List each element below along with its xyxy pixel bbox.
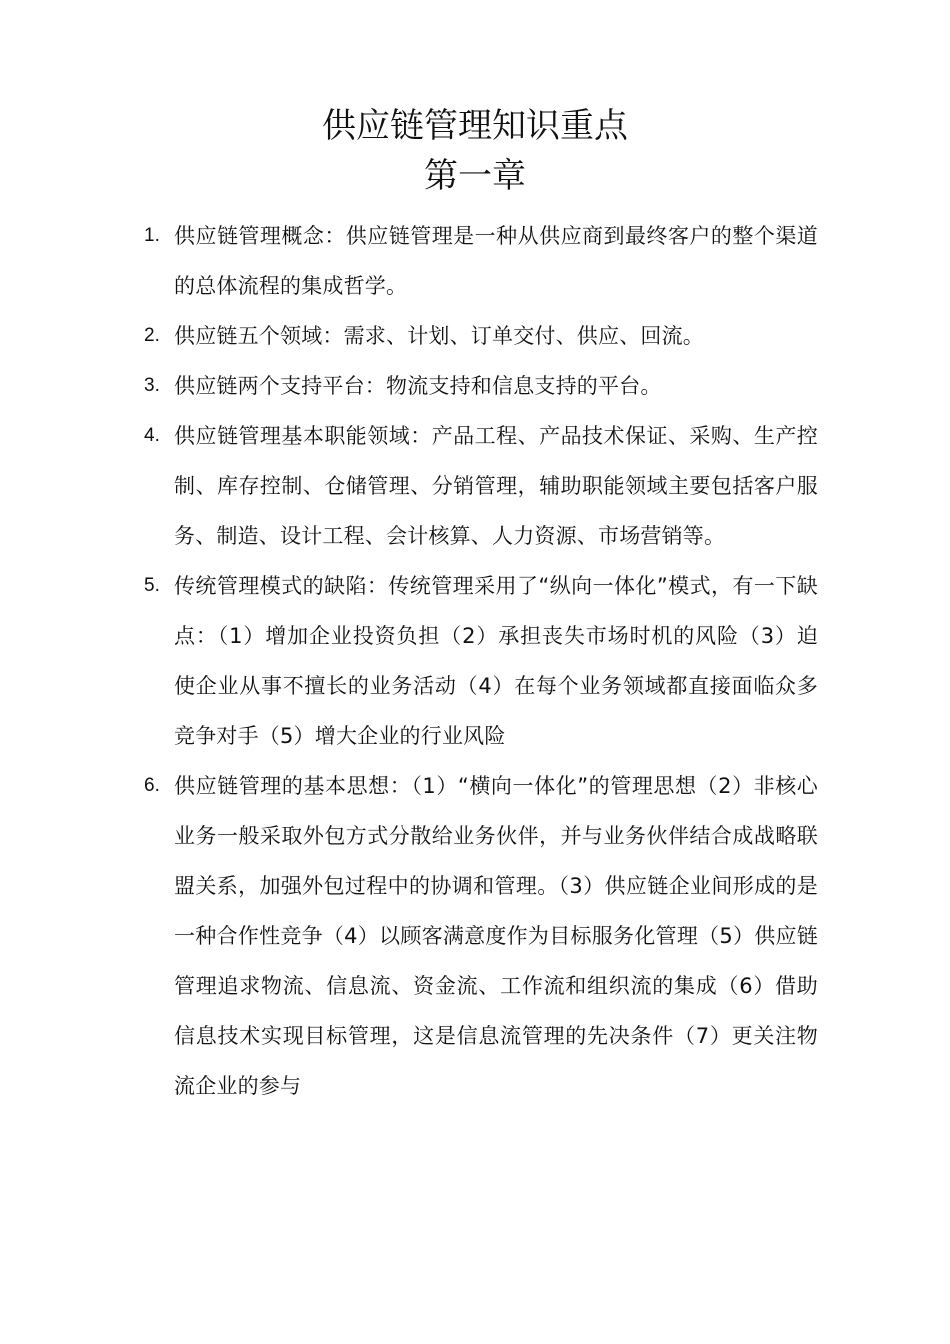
list-item-text: 供应链管理概念：供应链管理是一种从供应商到最终客户的整个渠道的总体流程的集成哲学。 <box>174 224 818 298</box>
list-item-number: 6. <box>144 775 160 796</box>
list-item-number: 1. <box>144 225 160 246</box>
list-item-text: 传统管理模式的缺陷：传统管理采用了“纵向一体化”模式，有一下缺点：（1）增加企业投资负担（2）承担丧失市场时机的风险（3）迫使企业从事不擅长的业务活动（4）在每个业务领域都直接面临众多竞争对手（5）增大企业的行业风险 <box>174 574 818 748</box>
list-item <box>138 411 818 561</box>
list-item-text: 供应链两个支持平台：物流支持和信息支持的平台。 <box>174 374 662 398</box>
list-item-text: 供应链五个领域：需求、计划、订单交付、供应、回流。 <box>174 324 704 348</box>
key-points-list <box>138 211 818 1111</box>
list-item-text: 供应链管理基本职能领域：产品工程、产品技术保证、采购、生产控制、库存控制、仓储管理、分销管理，辅助职能领域主要包括客户服务、制造、设计工程、会计核算、人力资源、市场营销等。 <box>174 424 818 548</box>
list-item <box>138 311 818 361</box>
list-item <box>138 211 818 311</box>
document-title: 供应链管理知识重点 <box>322 106 628 146</box>
list-item-number: 4. <box>144 425 160 446</box>
list-item-number: 3. <box>144 375 160 396</box>
list-item-number: 2. <box>144 325 160 346</box>
list-item-number: 5. <box>144 575 160 596</box>
chapter-heading: 第一章 <box>424 156 526 196</box>
list-item-text: 供应链管理的基本思想：（1）“横向一体化”的管理思想（2）非核心业务一般采取外包方式分散给业务伙伴，并与业务伙伴结合成战略联盟关系，加强外包过程中的协调和管理。（3）供应链企业间形成的是一种合作性竞争（4）以顾客满意度作为目标服务化管理（5）供应链管理追求物流、信息流、资金流、工作流和组织流的集成（6）借助信息技术实现目标管理，这是信息流管理的先决条件（7）更关注物流企业的参与 <box>174 774 818 1098</box>
list-item <box>138 361 818 411</box>
list-item <box>138 561 818 761</box>
list-item <box>138 761 818 1111</box>
